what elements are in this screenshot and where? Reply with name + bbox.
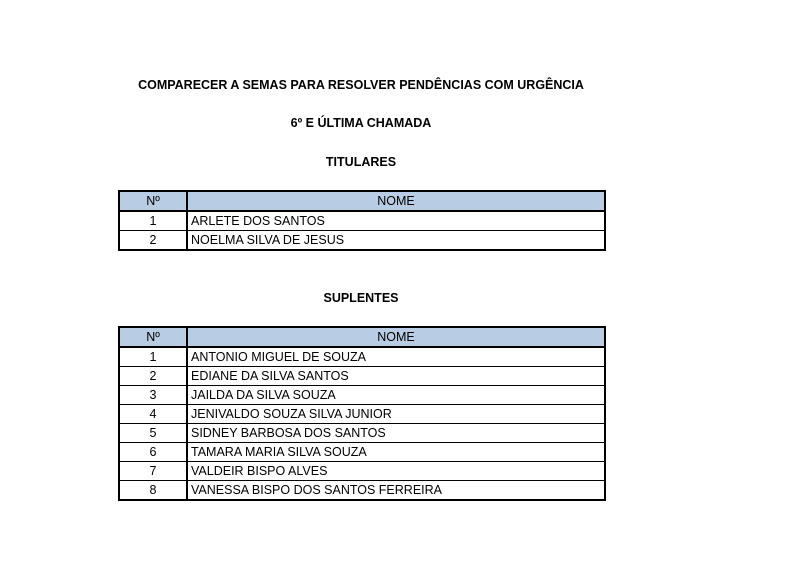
- row-name: VANESSA BISPO DOS SANTOS FERREIRA: [187, 481, 605, 501]
- row-number: 1: [119, 211, 187, 231]
- row-name: JAILDA DA SILVA SOUZA: [187, 386, 605, 405]
- table-row: [119, 462, 605, 481]
- table-row: [119, 405, 605, 424]
- titulares-table: [118, 190, 606, 251]
- row-number: 5: [119, 424, 187, 443]
- row-name: JENIVALDO SOUZA SILVA JUNIOR: [187, 405, 605, 424]
- row-number: 1: [119, 347, 187, 367]
- call-subtitle: 6º E ÚLTIMA CHAMADA: [290, 116, 432, 130]
- row-number: 6: [119, 443, 187, 462]
- table-row: [119, 347, 605, 367]
- table-row: [119, 211, 605, 231]
- table-header-row: [119, 327, 605, 347]
- column-header-number: Nº: [119, 191, 187, 211]
- titulares-heading: TITULARES: [325, 155, 397, 169]
- table-row: [119, 481, 605, 501]
- row-name: VALDEIR BISPO ALVES: [187, 462, 605, 481]
- document-title: COMPARECER A SEMAS PARA RESOLVER PENDÊNCIAS COM URGÊNCIA: [138, 78, 584, 92]
- table-row: [119, 231, 605, 251]
- row-number: 4: [119, 405, 187, 424]
- table-row: [119, 443, 605, 462]
- suplentes-heading: SUPLENTES: [323, 291, 399, 305]
- column-header-name: NOME: [187, 327, 605, 347]
- row-number: 7: [119, 462, 187, 481]
- column-header-number: Nº: [119, 327, 187, 347]
- table-row: [119, 367, 605, 386]
- row-name: TAMARA MARIA SILVA SOUZA: [187, 443, 605, 462]
- row-number: 3: [119, 386, 187, 405]
- suplentes-table: [118, 326, 606, 501]
- table-row: [119, 386, 605, 405]
- row-name: SIDNEY BARBOSA DOS SANTOS: [187, 424, 605, 443]
- row-number: 2: [119, 231, 187, 251]
- table-header-row: [119, 191, 605, 211]
- column-header-name: NOME: [187, 191, 605, 211]
- row-number: 2: [119, 367, 187, 386]
- row-name: ANTONIO MIGUEL DE SOUZA: [187, 347, 605, 367]
- row-number: 8: [119, 481, 187, 501]
- row-name: ARLETE DOS SANTOS: [187, 211, 605, 231]
- row-name: NOELMA SILVA DE JESUS: [187, 231, 605, 251]
- row-name: EDIANE DA SILVA SANTOS: [187, 367, 605, 386]
- table-row: [119, 424, 605, 443]
